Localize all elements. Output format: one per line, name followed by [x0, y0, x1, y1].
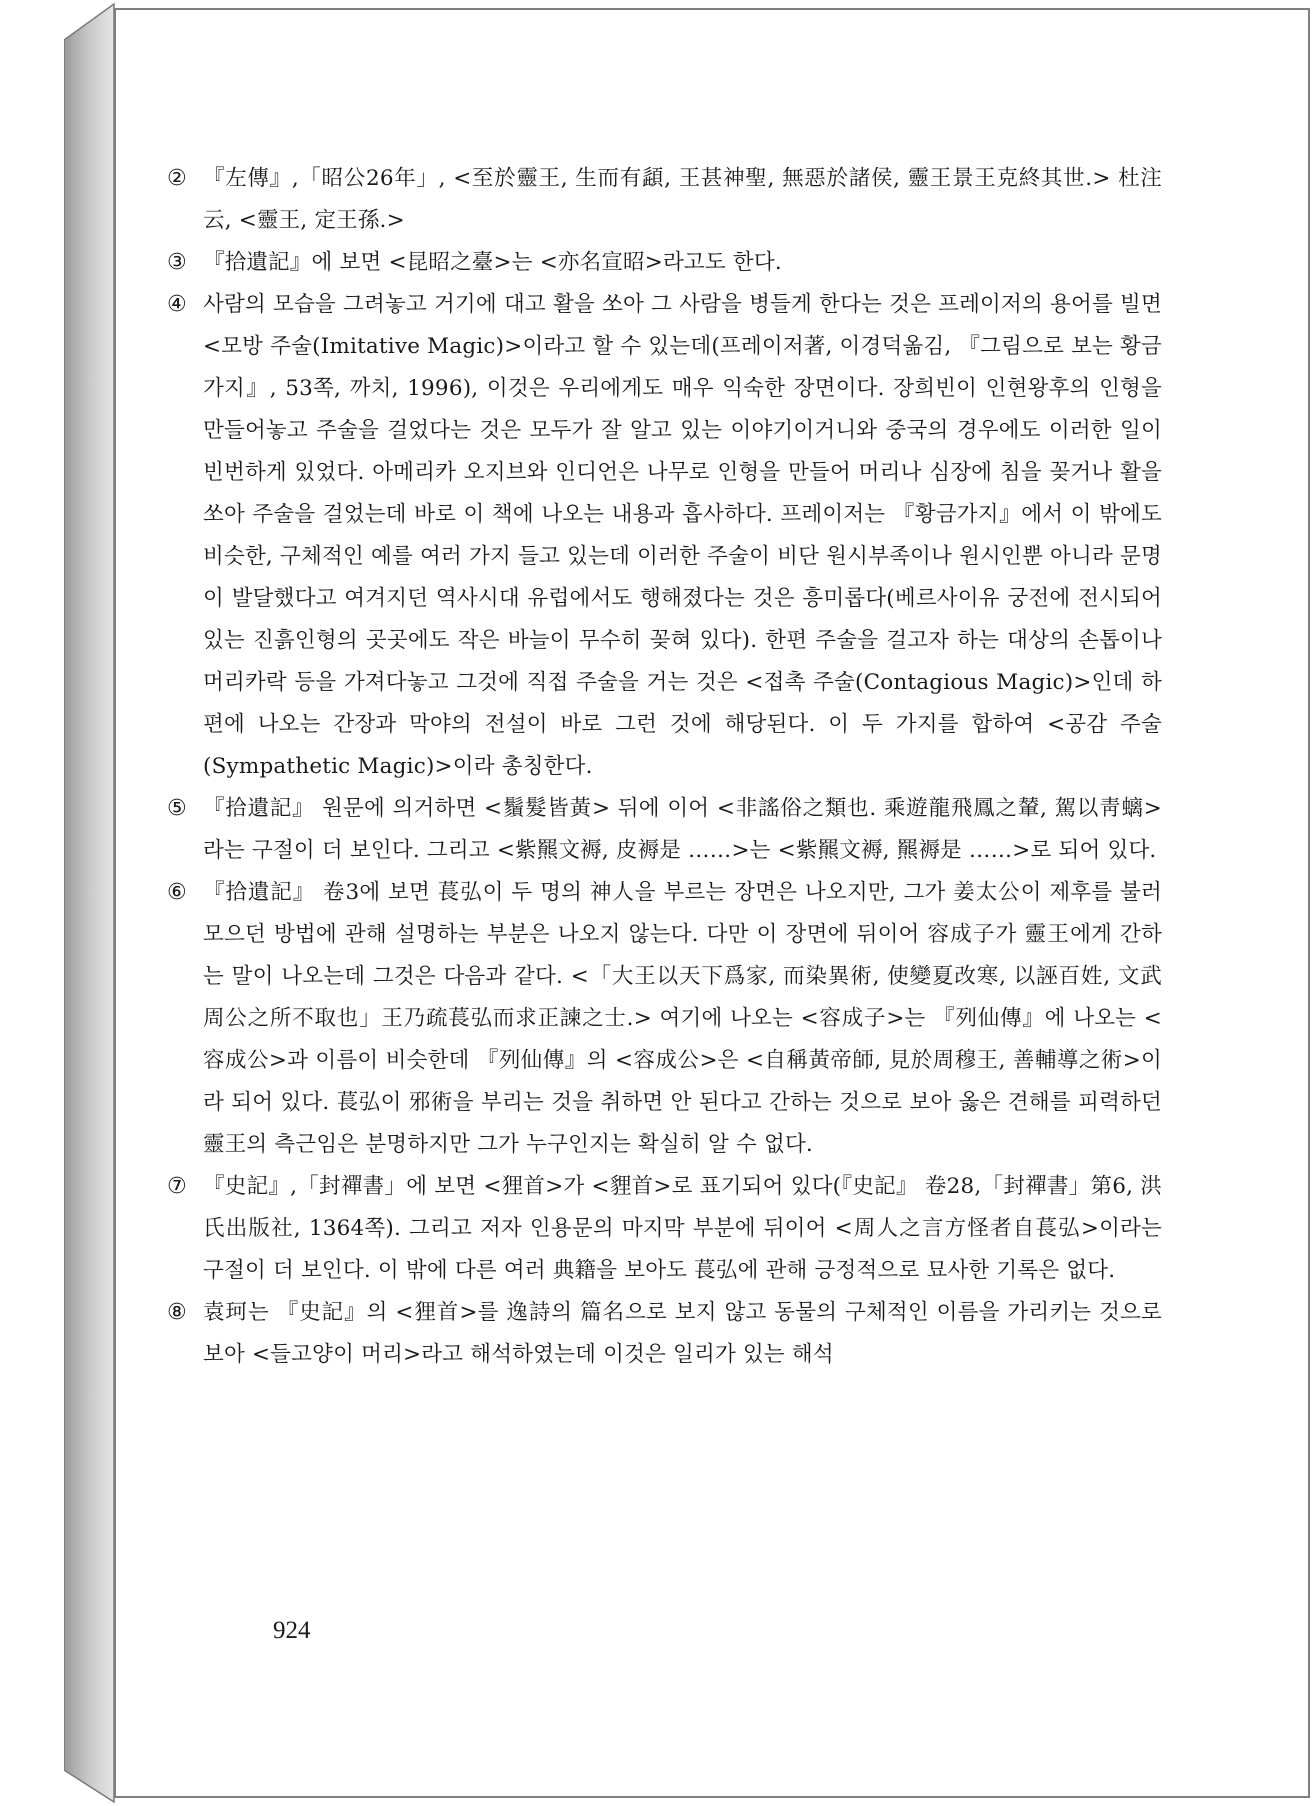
endnote-text: 『拾遺記』 원문에 의거하면 <鬚髮皆黃> 뒤에 이어 <非謠俗之類也. 乘遊龍飛鳳之輦, 駕以靑螭>라는 구절이 더 보인다. 그리고 <紫羆文褥, 皮褥是 ……>는 <紫羆文褥, 羆褥是 ……>로 되어 있다.	[203, 796, 1162, 863]
endnote-number: ②	[167, 166, 187, 191]
endnotes-list	[167, 158, 1162, 1376]
book-side-edge	[64, 0, 116, 1806]
endnote	[167, 1292, 1162, 1376]
endnote	[167, 158, 1162, 242]
endnote-text: 『拾遺記』 卷3에 보면 萇弘이 두 명의 神人을 부르는 장면은 나오지만, 그가 姜太公이 제후를 불러모으던 방법에 관해 설명하는 부분은 나오지 않는다. 다만 이 장면에 뒤이어 容成子가 靈王에게 간하는 말이 나오는데 그것은 다음과 같다. <「大王以天下爲家, 而染異術, 使變夏改寒, 以誣百姓, 文武周公之所不取也」王乃疏萇弘而求正諫之士.> 여기에 나오는 <容成子>는 『列仙傳』에 나오는 <容成公>과 이름이 비슷한데 『列仙傳』의 <容成公>은 <自稱黃帝師, 見於周穆王, 善輔導之術>이라 되어 있다. 萇弘이 邪術을 부리는 것을 취하면 안 된다고 간하는 것으로 보아 옳은 견해를 피력하던 靈王의 측근임은 분명하지만 그가 누구인지는 확실히 알 수 없다.	[203, 880, 1162, 1157]
endnote-number: ⑤	[167, 796, 187, 821]
endnote-text: 袁珂는 『史記』의 <狸首>를 逸詩의 篇名으로 보지 않고 동물의 구체적인 이름을 가리키는 것으로 보아 <들고양이 머리>라고 해석하였는데 이것은 일리가 있는 해석	[203, 1300, 1162, 1367]
endnote-number: ④	[167, 292, 187, 317]
endnote-number: ③	[167, 250, 187, 275]
endnote-text: 『左傳』,「昭公26年」, <至於靈王, 生而有頿, 王甚神聖, 無惡於諸侯, 靈王景王克終其世.> 杜注云, <靈王, 定王孫.>	[203, 166, 1162, 233]
endnote	[167, 872, 1162, 1166]
endnote-number: ⑦	[167, 1174, 187, 1199]
endnote-number: ⑧	[167, 1300, 187, 1325]
page-number: 924	[273, 1617, 311, 1644]
endnote	[167, 284, 1162, 788]
endnote	[167, 1166, 1162, 1292]
endnote-number: ⑥	[167, 880, 187, 905]
endnote-text: 사람의 모습을 그려놓고 거기에 대고 활을 쏘아 그 사람을 병들게 한다는 것은 프레이저의 용어를 빌면 <모방 주술(Imitative Magic)>이라고 할 수 있는데(프레이저著, 이경덕옮김, 『그림으로 보는 황금가지』, 53쪽, 까치, 1996), 이것은 우리에게도 매우 익숙한 장면이다. 장희빈이 인현왕후의 인형을 만들어놓고 주술을 걸었다는 것은 모두가 잘 알고 있는 이야기이거니와 중국의 경우에도 이러한 일이 빈번하게 있었다. 아메리카 오지브와 인디언은 나무로 인형을 만들어 머리나 심장에 침을 꽂거나 활을 쏘아 주술을 걸었는데 바로 이 책에 나오는 내용과 흡사하다. 프레이저는 『황금가지』에서 이 밖에도 비슷한, 구체적인 예를 여러 가지 들고 있는데 이러한 주술이 비단 원시부족이나 원시인뿐 아니라 문명이 발달했다고 여겨지던 역사시대 유럽에서도 행해졌다는 것은 흥미롭다(베르사이유 궁전에 전시되어 있는 진흙인형의 곳곳에도 작은 바늘이 무수히 꽂혀 있다). 한편 주술을 걸고자 하는 대상의 손톱이나 머리카락 등을 가져다놓고 그것에 직접 주술을 거는 것은 <접촉 주술(Contagious Magic)>인데 하편에 나오는 간장과 막야의 전설이 바로 그런 것에 해당된다. 이 두 가지를 합하여 <공감 주술(Sympathetic Magic)>이라 총칭한다.	[203, 292, 1162, 779]
endnote-text: 『史記』,「封禪書」에 보면 <狸首>가 <貍首>로 표기되어 있다(『史記』 卷28,「封禪書」第6, 洪氏出版社, 1364쪽). 그리고 저자 인용문의 마지막 부분에 뒤이어 <周人之言方怪者自萇弘>이라는 구절이 더 보인다. 이 밖에 다른 여러 典籍을 보아도 萇弘에 관해 긍정적으로 묘사한 기록은 없다.	[203, 1174, 1162, 1283]
endnote	[167, 242, 1162, 284]
endnote-text: 『拾遺記』에 보면 <昆昭之臺>는 <亦名宣昭>라고도 한다.	[203, 250, 782, 275]
endnote	[167, 788, 1162, 872]
